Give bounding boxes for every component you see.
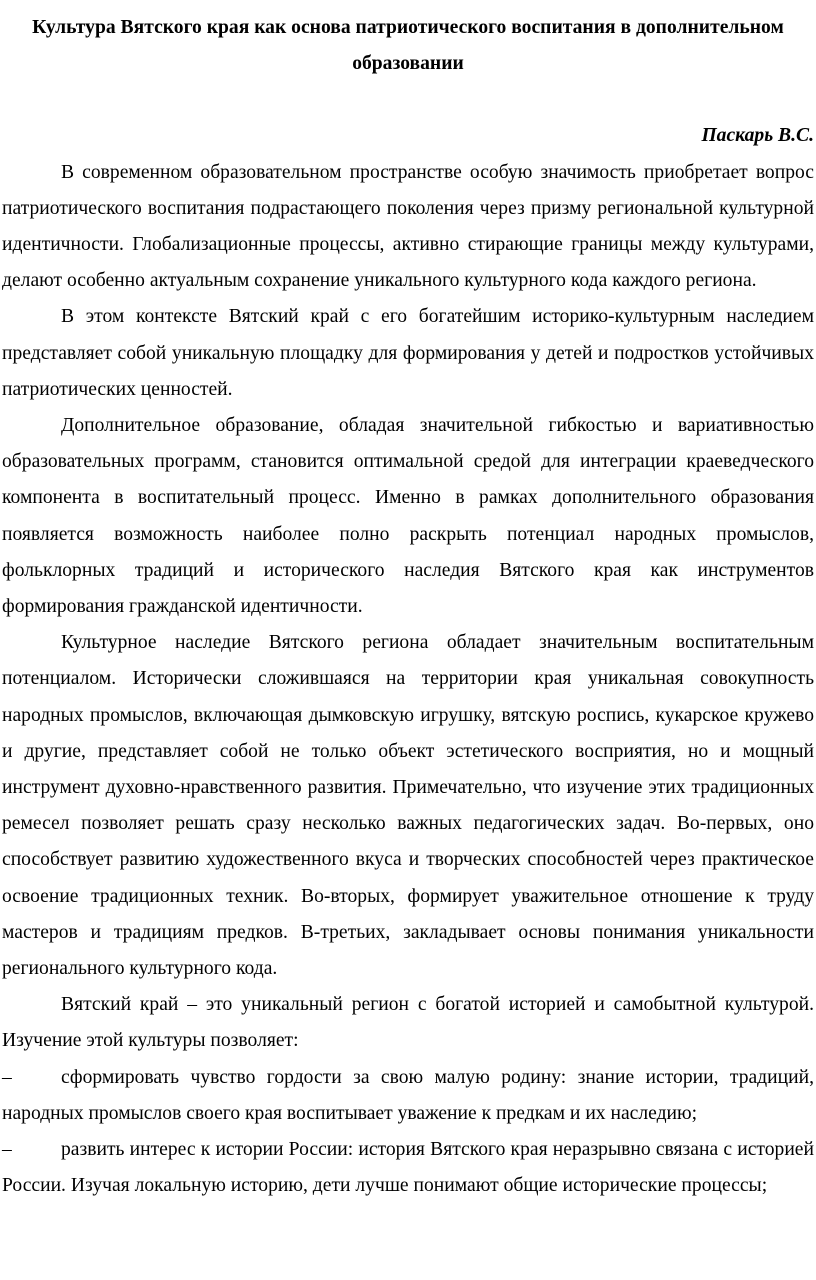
list-marker: –: [2, 1066, 12, 1088]
paragraph-3: Дополнительное образование, обладая значительной гибкостью и вариативностью образовательных программ, становится оптимальной средой для интеграции краеведческого компонента в воспитательный процесс. Именно в рамках дополнительного образования появляется возможность наиболее полно раскрыть потенциал народных промыслов, фольклорных традиций и исторического наследия Вятского края как инструментов формирования гражданской идентичности.: [2, 415, 814, 618]
list-item-text: развить интерес к истории России: история Вятского края неразрывно связана с историей России. Изучая локальную историю, дети лучше понимают общие исторические процессы;: [2, 1139, 814, 1197]
list-item-2: [2, 1132, 814, 1204]
document-title: Культура Вятского края как основа патриотического воспитания в дополнительном образовании: [32, 17, 784, 75]
paragraph-5: Вятский край – это уникальный регион с богатой историей и самобытной культурой. Изучение этой культуры позволяет:: [2, 994, 814, 1052]
paragraph-2: В этом контексте Вятский край с его богатейшим историко-культурным наследием представляет собой уникальную площадку для формирования у детей и подростков устойчивых патриотических ценностей.: [2, 306, 814, 400]
document-author: Паскарь В.С.: [701, 125, 814, 147]
list-marker: –: [2, 1139, 12, 1161]
list-item-1: [2, 1060, 814, 1132]
paragraph-1: В современном образовательном пространстве особую значимость приобретает вопрос патриотического воспитания подрастающего поколения через призму региональной культурной идентичности. Глобализационные процессы, активно стирающие границы между культурами, делают особенно актуальным сохранение уникального культурного кода каждого региона.: [2, 161, 814, 292]
list-item-text: сформировать чувство гордости за свою малую родину: знание истории, традиций, народных промыслов своего края воспитывает уважение к предкам и их наследию;: [2, 1066, 814, 1124]
paragraph-4: Культурное наследие Вятского региона обладает значительным воспитательным потенциалом. Исторически сложившаяся на территории края уникальная совокупность народных промыслов, включающая дымковскую игрушку, вятскую роспись, кукарское кружево и другие, представляет собой не только объект эстетического восприятия, но и мощный инструмент духовно-нравственного развития. Примечательно, что изучение этих традиционных ремесел позволяет решать сразу несколько важных педагогических задач. Во-первых, оно способствует развитию художественного вкуса и творческих способностей через практическое освоение традиционных техник. Во-вторых, формирует уважительное отношение к труду мастеров и традициям предков. В-третьих, закладывает основы понимания уникальности регионального культурного кода.: [2, 632, 814, 980]
